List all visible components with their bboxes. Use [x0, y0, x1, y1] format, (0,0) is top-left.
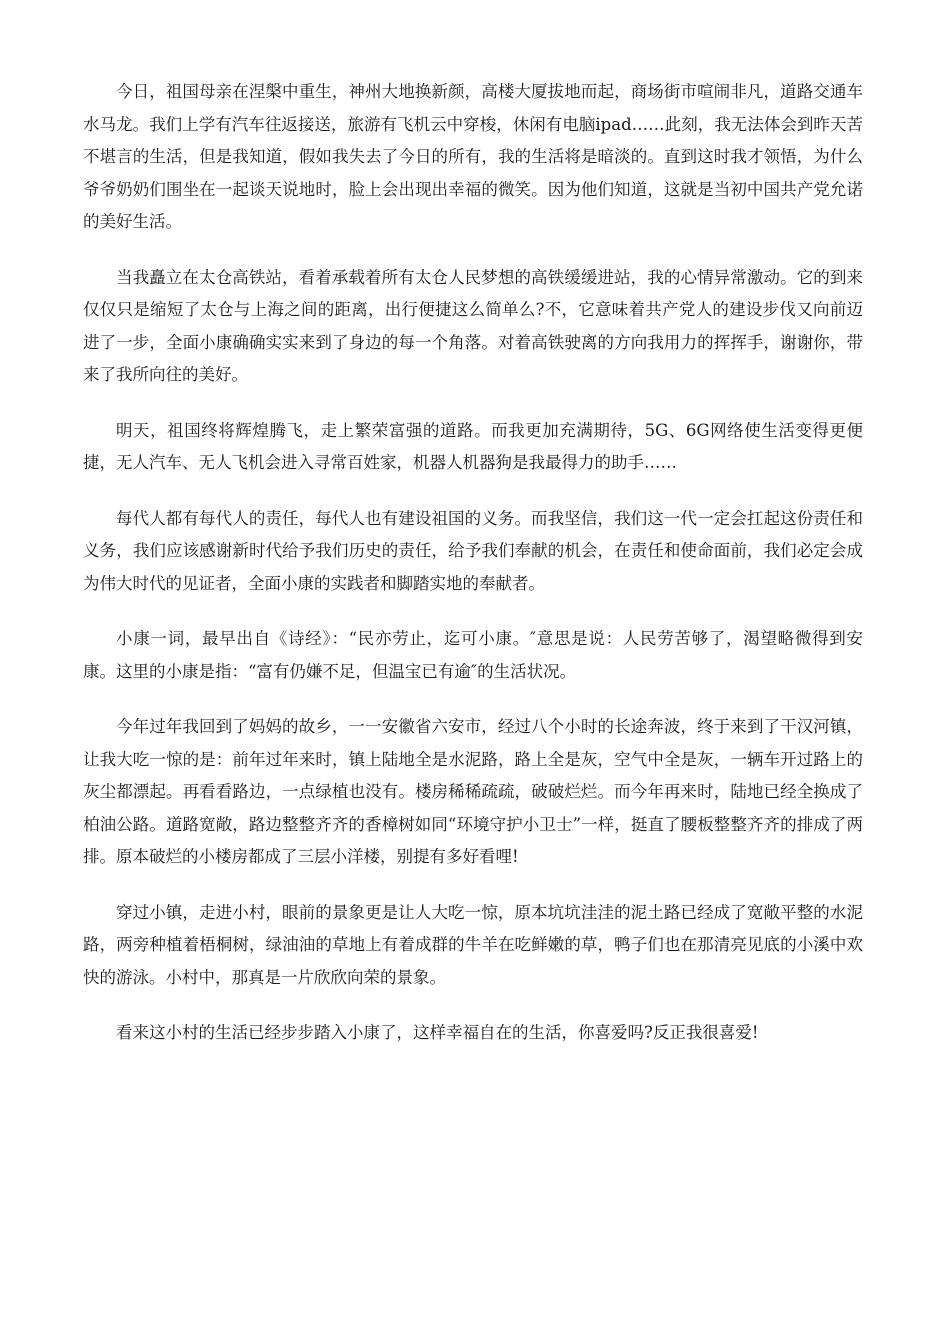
paragraph-1: 今日，祖国母亲在涅槃中重生，神州大地换新颜，高楼大厦拔地而起，商场街市喧闹非凡，道路交通车水马龙。我们上学有汽车往返接送，旅游有飞机云中穿梭，休闲有电脑ipad……此刻，我无法体会到昨天苦不堪言的生活，但是我知道，假如我失去了今日的所有，我的生活将是暗淡的。直到这时我才领悟，为什么爷爷奶奶们围坐在一起谈天说地时，脸上会出现出幸福的微笑。因为他们知道，这就是当初中国共产党允诺的美好生活。 — [83, 82, 863, 231]
paragraph-7: 穿过小镇，走进小村，眼前的景象更是让人大吃一惊，原本坑坑洼洼的泥土路已经成了宽敞平整的水泥路，两旁种植着梧桐树，绿油油的草地上有着成群的牛羊在吃鲜嫩的草，鸭子们也在那清亮见底的小溪中欢快的游泳。小村中，那真是一片欣欣向荣的景象。 — [83, 902, 863, 987]
paragraph-8: 看来这小村的生活已经步步踏入小康了，这样幸福自在的生活，你喜爱吗?反正我很喜爱! — [116, 1023, 759, 1042]
paragraph-3: 明天，祖国终将辉煌腾飞，走上繁荣富强的道路。而我更加充满期待，5G、6G网络使生活变得更便捷，无人汽车、无人飞机会进入寻常百姓家，机器人机器狗是我最得力的助手…… — [83, 420, 863, 472]
paragraph-6: 今年过年我回到了妈妈的故乡，一一安徽省六安市，经过八个小时的长途奔波，终于来到了干汉河镇，让我大吃一惊的是：前年过年来时，镇上陆地全是水泥路，路上全是灰，空气中全是灰，一辆车开过路上的灰尘都漂起。再看看路边，一点绿植也没有。楼房稀稀疏疏，破破烂烂。而今年再来时，陆地已经全换成了柏油公路。道路宽敞，路边整整齐齐的香樟树如同“环境守护小卫士”一样，挺直了腰板整整齐齐的排成了两排。原本破烂的小楼房都成了三层小洋楼，别提有多好看哩! — [83, 717, 863, 866]
document-page — [83, 76, 863, 1073]
paragraph-5: 小康一词，最早出自《诗经》：“民亦劳止，迄可小康。″意思是说：人民劳苦够了，渴望略微得到安康。这里的小康是指：“富有仍嫌不足，但温宝已有逾″的生活状况。 — [83, 629, 863, 681]
paragraph-2: 当我矗立在太仓高铁站，看着承载着所有太仓人民梦想的高铁缓缓进站，我的心情异常激动。它的到来仅仅只是缩短了太仓与上海之间的距离，出行便捷这么简单么?不，它意味着共产党人的建设步伐又向前迈进了一步，全面小康确确实实来到了身边的每一个角落。对着高铁驶离的方向我用力的挥挥手，谢谢你，带来了我所向往的美好。 — [83, 267, 863, 384]
paragraph-4: 每代人都有每代人的责任，每代人也有建设祖国的义务。而我坚信，我们这一代一定会扛起这份责任和义务，我们应该感谢新时代给予我们历史的责任，给予我们奉献的机会，在责任和使命面前，我们必定会成为伟大时代的见证者，全面小康的实践者和脚踏实地的奉献者。 — [83, 508, 863, 593]
